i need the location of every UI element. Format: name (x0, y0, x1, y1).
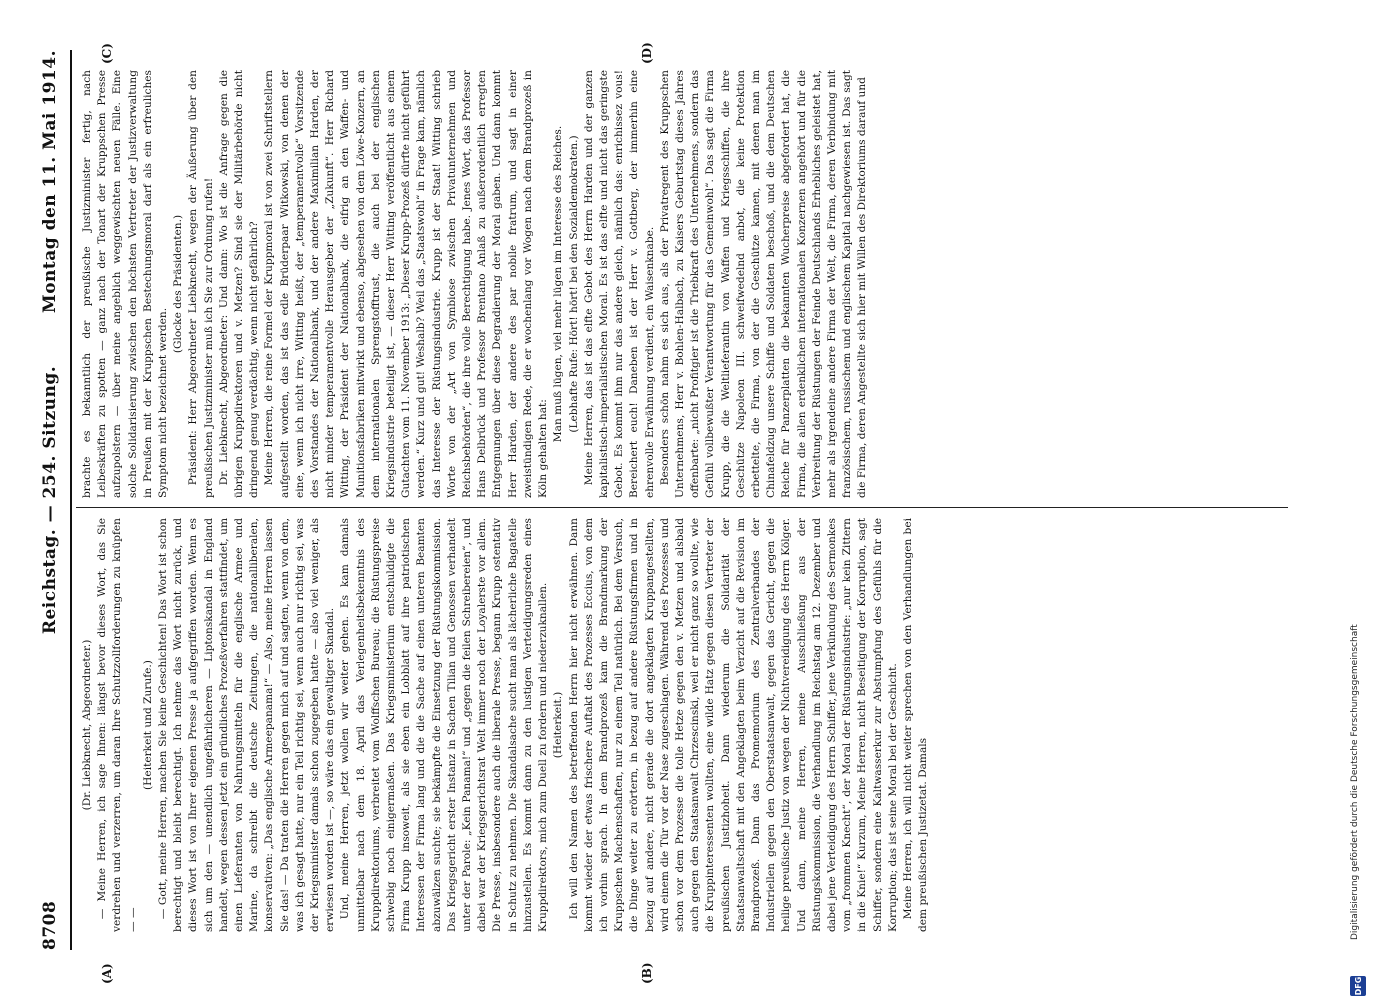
page-number: 8708 (40, 900, 60, 950)
speaker-note: (Dr. Liebknecht, Abgeordneter.) (81, 639, 93, 811)
interjection: (Heiterkeit und Zurufe.) (141, 660, 154, 790)
paragraph: Meine Herren, die reine Formel der Kruppmoral ist von zwei Schriftstellern aufgestellt worden, das ist das edle Brüderpaar Witkowski, von denen der eine, wenn ich nicht irre, Witting heißt, der „temperamentvolle“ Vorsitzende des Vorstandes der Nationalbank, und der andere Maximilian Harden, der nicht minder temperamentvolle Herausgeber der „Zukunft“. Herr Richard Witting, der Präsident der Nationalbank, die eifrig an den Waffen- und Munitionsfabriken mitwirkt und ebenso, abgesehen von dem Löwe-Konzern, an dem internationalen Sprengstofftrust, die auch bei der englischen Kriegsindustrie beteiligt ist, — dieser Herr Witting veröffentlicht aus einem Gutachten vom 11. November 1913: „Dieser Krupp-Prozeß dürfte nicht geführt werden.“ Kurz und gut! Weshalb? Weil das „Staatswohl“ in Frage kam, nämlich das Interesse der Rüstungsindustrie. Krupp ist der Staat! Witting schrieb Worte von der „Art von Symbiose zwischen Privatunternehmen und Reichsbehörden“, die ihre volle Berechtigung habe. Jenes Wort, das Professor Hans Delbrück und Professor Brentano Anlaß zu außerordentlich erregten Entgegnungen über diese Degradierung der Moral gaben. Und dann kommt Herr Harden, der andere des par nobile fratrum, und sagt in einer zweistündigen Rede, die er wochenlang vor Wogen nach dem Brandprozeß in Köln gehalten hat: (263, 70, 550, 498)
paragraph: Und, meine Herren, jetzt wollen wir weiter gehen. Es kam damals unmittelbar nach dem 18. April das Verlegenheitsbekenntnis des Kruppdirektoriums, verbreitet vom Wolffschen Bureau; die Rüstungspreise schwebig noch einigermaßen. Das Kriegsministerium entschuldigte die Firma Krupp insoweit, als sie eben ein Lobblatt auf ihre patriotischen Interessen der Firma lang und die die Sache auf einen unteren Beamten abzuwälzen suchte; sie bekämpfte die Einsetzung der Rüstungskommission. Das Kriegsgericht erster Instanz in Sachen Tilian und Genossen verhandelt unter der Parole: „Kein Panama!“ und „gegen die feilen Schreibereien“, und dabei war der Kriegsgerichtsrat Welt immer noch der Loyalerste vor allem. Die Presse, insbesondere auch die liberale Presse, begann Krupp ostentativ in Schutz zu nehmen. Die Skandalsache sucht man als lächerliche Bagatelle hinzustellen. Es kommt dann zu den lustigen Verteidigungsreden eines Kruppdirektors, mich zum Duell zu fordern und niederzuknallen. (339, 518, 550, 932)
paragraph: brachte es bekanntlich der preußische Justizminister fertig, nach Leibeskräften zu spotten — ganz nach der Tonart der Kruppschen Presse aufzupolstern — über meine angeblich weggewischten neuen Fälle. Eine solche Solidarisierung zwischen den höchsten Vertreter der Justizverwaltung in Preußen mit der Kruppschen Bestechungsmoral darf als ein erfreuliches Symptom nicht bezeichnet werden. (81, 70, 170, 498)
document-page (40, 42, 1288, 984)
paragraph: Meine Herren, ich will nicht weiter sprechen von den Verhandlungen bei dem preußischen Justizetat. Damals (901, 518, 930, 932)
margin-mark-c: (C) (100, 43, 114, 64)
running-header (40, 50, 66, 950)
president-remark: Präsident: Herr Abgeordneter Liebknecht, wegen der Äußerung über den preußischen Justizminister muß ich Sie zur Ordnung rufen! (187, 70, 215, 498)
paragraph: Meine Herren, das ist das elfte Gebot des Herrn Harden und der ganzen kapitalistisch-imperialistischen Moral. Es ist das elfte und nicht das geringste Gebot. Es kommt ihm nur das andere gleich, nämlich das: enrichissez vous! Bereichert euch! Daneben ist der Herr v. Gottberg, der immerhin eine ehrenvolle Erwähnung verdient, ein Waisenknabe. (582, 70, 656, 498)
column-divider (76, 507, 1288, 508)
interjection: (Lebhafte Rufe: Hört! hört! bei den Sozialdemokraten.) (567, 135, 580, 433)
digitization-credit: Digitalisierung gefördert durch die Deutsche Forschungsgemeinschaft (1350, 624, 1360, 940)
paragraph: Besonders schön nahm es sich aus, als der Privatregent des Kruppschen Unternehmens, Herr v. Bohlen-Halbach, zu Kaisers Geburtstag dieses Jahres offenbarte: „nicht Profitgier ist die Triebkraft des Unternehmens, sondern das Gefühl vollbewußter Verantwortung für das Gemeinwohl“. Das sagt die Firma Krupp, die die Weltlieferantin von Waffen und Kriegsschiffen, die ihre Geschütze Napoleon III. schweifwedelnd anbot, die keine Protektion erbettelte, die Firma, von der die Geschütze kamen, mit denen man im Chinafeldzug unsere Schiffe und Soldaten beschoß, und die dem Deutschen Reiche für Panzerplatten die bekannten Wucherpreise abgefordert hat, die Firma, die allen erdenklichen internationalen Konzernen angehört und für die Verbreitung der Rüstungen der Feinde Deutschlands Erhebliches geleistet hat, mehr als irgendeine andere Firma der Welt, die Firma, deren Verbindung mit französischem, russischem und englischem Kapital nachgewiesen ist. Das sagt die Firma, deren Angestellte sich hier mit Willen des Direktoriums darauf und (658, 70, 869, 498)
right-column (80, 70, 1288, 498)
quotation: Man muß lügen, viel mehr lügen im Interesse des Reiches. (552, 125, 565, 443)
left-column (80, 518, 1288, 932)
interjection: (Heiterkeit.) (552, 691, 565, 759)
margin-mark-d: (D) (640, 42, 654, 64)
paragraph: — Gott, meine Herren, machen Sie keine Geschichten! Das Wort ist schon berechtigt und bleibt berechtigt. Ich nehme das Wort nicht zurück, und dieses Wort ist von Ihrer eigenen Presse ja aufgegriffen worden. Wenn es sich um den — unendlich ungefährlicheren — Liptonskandal in England handelt, wegen dessen jetzt ein gründliches Prozeßverfahren stattfindet, um einen Lieferanten von Nahrungsmitteln für die englische Armee und Marine, da schreibt die deutsche Zeitungen, die nationalliberalen, konservativen: „Das englische Armeepanama!“ — Also, meine Herren lassen Sie das! — Da traten die Herren gegen mich auf und sagten, wenn von dem, was ich gesagt hatte, nur ein Teil richtig sei, wenn auch nur richtig sei, was der Kriegsminister damals schon zugegeben hatte — also viel weniger, als erwiesen worden ist —, so wäre das ein gewaltiger Skandal. (157, 518, 337, 932)
paragraph: — Meine Herren, ich sage Ihnen: längst bevor dieses Wort, das Sie verdrehen und verzerren, um daran Ihre Schutzzollforderungen zu knüpfen — — (96, 518, 139, 932)
paragraph: Ich will den Namen des betreffenden Herrn hier nicht erwähnen. Dann kommt wieder der etwas frischere Auftakt des Prozesses Eccius, von dem ich vorhin sprach. In dem Brandprozeß kam die Brandmarkung der Kruppschen Machenschaften, nur zu einem Teil natürlich. Bei dem Versuch, die Dinge weiter zu erörtern, in bezug auf andere Rüstungsfirmen und in bezug auf andere, nicht gerade die dort angeklagten Kruppangestellten, wird einem die Tür vor der Nase zugeschlagen. Während des Prozesses und schon vor dem Prozesse die tolle Hetze gegen den v. Metzen und alsbald auch gegen den Staatsanwalt Chrzescinski, weil er nicht ganz so wollte, wie die Kruppinteressenten wollten, eine wilde Hatz gegen diesen Vertreter der preußischen Justizhoheit. Dann wiederum die Solidarität der Staatsanwaltschaft mit den Angeklagten beim Verzicht auf die Revision im Brandprozeß. Dann das Promemorium des Zentralverbandes der Industriellen gegen den Oberstaatsanwalt, gegen das Gericht, gegen die heilige preußische Justiz von wegen der Nichtvereidigung des Herrn Kölger. Und dann, meine Herren, meine Ausschließung aus der Rüstungskommission, die Verhandlung im Reichstag am 12. Dezember und dabei jene Verteidigung des Herrn Schiffer, jene Verkündung des Sermonkes vom „frommen Knecht“, der Moral der Rüstungsindustrie: „nur kein Zittern in die Knie!“ Kurzum, Meine Herren, nicht Beseitigung der Korruption, sagt Schiffer, sondern eine Kaltwasserkur zur Abstumpfung des Gefühls für die Korruption; das ist seine Moral bei der Geschicht. (567, 518, 899, 932)
session-date: Montag den 11. Mai 1914. (40, 50, 60, 314)
margin-mark-a: (A) (100, 963, 114, 984)
header-rule (70, 50, 72, 950)
margin-mark-b: (B) (640, 962, 654, 984)
session-title: Reichstag. — 254. Sitzung. (40, 365, 60, 635)
interjection: (Glocke des Präsidenten.) (172, 214, 185, 354)
speaker-remark: Dr. Liebknecht, Abgeordneter: Und dann: Wo ist die Anfrage gegen die übrigen Kruppdirektoren und v. Metzen? Sind sie der Militärbehörde nicht dringend genug verdächtig, wenn nicht gefährlich? (217, 70, 261, 498)
dfg-logo: DFG (1350, 976, 1366, 996)
